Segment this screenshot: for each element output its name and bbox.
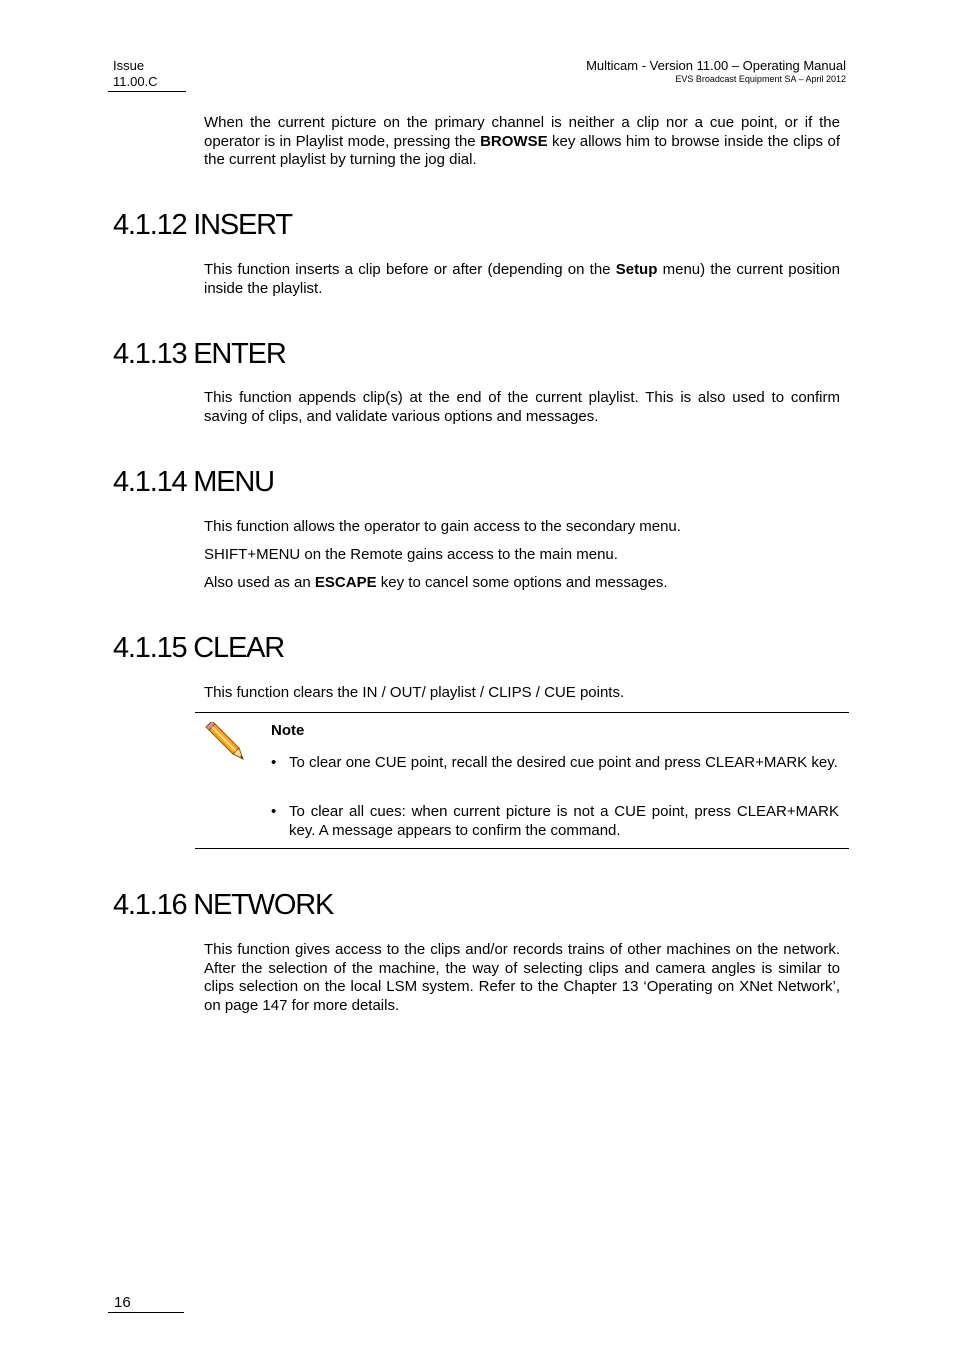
insert-paragraph [204,261,840,298]
heading-clear: 4.1.15 CLEAR [113,632,284,664]
note-bullet-2-text: To clear all cues: when current picture is not a CUE point, press CLEAR+MARK key. A message appears to confirm the command. [289,803,839,839]
menu-paragraph-1: This function allows the operator to gain access to the secondary menu. [204,518,681,535]
header-issue [108,58,186,92]
menu-paragraph-3 [204,574,840,593]
note-bullet-1-text: To clear one CUE point, recall the desired cue point and press CLEAR+MARK key. [289,754,838,771]
intro-paragraph [204,114,840,170]
heading-enter: 4.1.13 ENTER [113,338,286,370]
insert-bold-setup: Setup [615,261,658,278]
insert-text-b: menu) the current position inside the playlist. [204,261,840,297]
clear-paragraph: This function clears the IN / OUT/ playlist / CLIPS / CUE points. [204,684,625,701]
menu-bold-escape: ESCAPE [314,574,377,591]
intro-text-a: When the current picture on the primary channel is neither a clip nor a cue point, or if the operator is in Playlist mode, pressing the [204,114,840,150]
insert-text-a: This function inserts a clip before or after (depending on the [204,261,616,278]
menu-text-a: Also used as an [204,574,315,591]
document-subtitle: EVS Broadcast Equipment SA – April 2012 [675,74,846,84]
header-title-block [586,58,846,85]
intro-bold-browse: BROWSE [480,132,548,150]
pencil-icon [205,722,245,762]
document-title: Multicam - Version 11.00 – Operating Manual [586,58,846,73]
note-box [195,712,849,849]
network-paragraph: This function gives access to the clips and/or records trains of other machines on the network. After the selection of the machine, the way of selecting clips and camera angles is similar to clips selection on the local LSM system. Refer to the Chapter 13 ‘Operating on XNet Network’, on page 147 for more details. [204,941,840,1014]
bullet-dot: • [271,803,277,820]
issue-label: Issue [113,58,145,73]
heading-insert: 4.1.12 INSERT [113,209,292,241]
issue-number: 11.00.C [113,74,158,89]
menu-text-b: key to cancel some options and messages. [376,574,668,591]
heading-menu: 4.1.14 MENU [113,466,274,498]
enter-paragraph: This function appends clip(s) at the end of the current playlist. This is also used to confirm saving of clips, and validate various options and messages. [204,389,840,425]
menu-paragraph-2: SHIFT+MENU on the Remote gains access to the main menu. [204,546,618,563]
note-title: Note [271,722,305,739]
intro-text-b: key allows him to browse inside the clips of the current playlist by turning the jog dial. [204,132,840,168]
heading-network: 4.1.16 NETWORK [113,889,334,921]
bullet-dot: • [271,754,277,771]
page-number: 16 [108,1294,184,1313]
